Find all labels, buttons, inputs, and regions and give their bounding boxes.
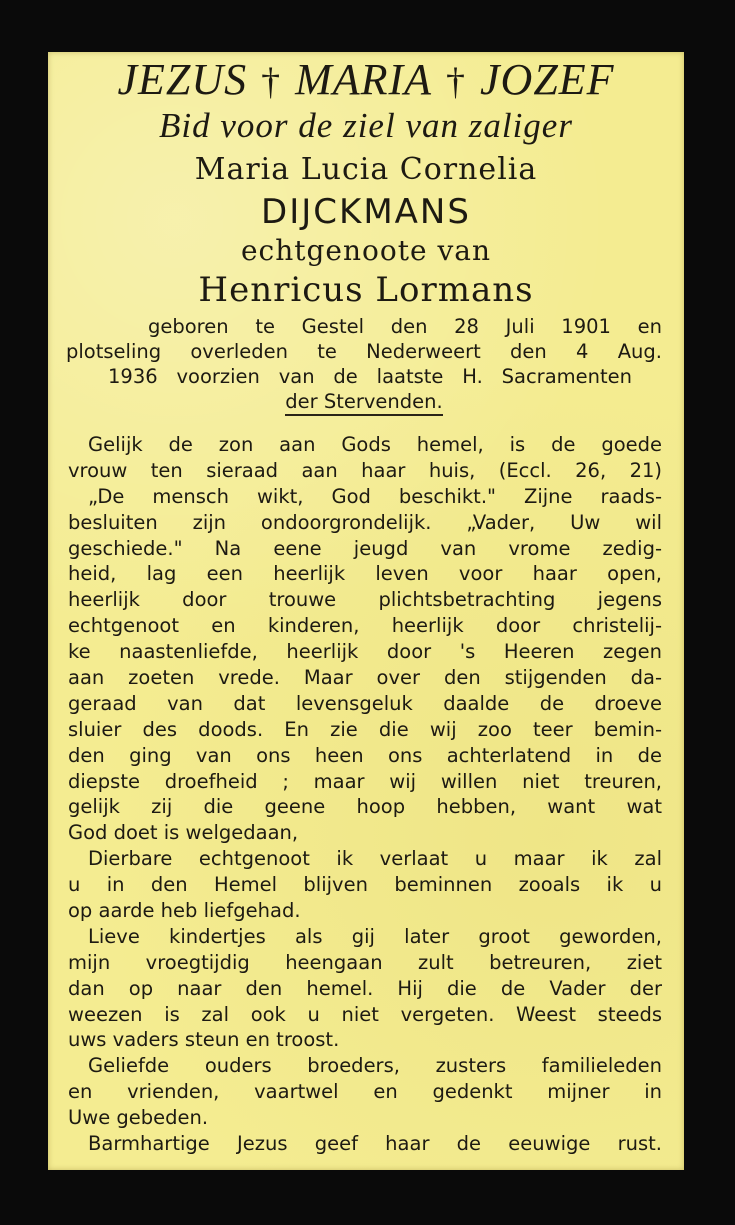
eulogy-line: en vrienden, vaartwel en gedenkt mijner in bbox=[68, 1080, 662, 1104]
invocation-word-3: JOZEF bbox=[480, 55, 615, 104]
birth-line: 1936 voorzien van de laatste H. Sacramenten bbox=[108, 365, 632, 388]
cross-icon: † bbox=[261, 61, 282, 103]
eulogy-line: den ging van ons heen ons achterlatend in de bbox=[68, 743, 662, 767]
eulogy-line: Dierbare echtgenoot ik verlaat u maar ik zal bbox=[88, 847, 662, 871]
cross-icon: † bbox=[446, 61, 467, 103]
eulogy-line: Geliefde ouders broeders, zusters familieleden bbox=[88, 1054, 662, 1078]
eulogy-line: gelijk zij die geene hoop hebben, want wat bbox=[68, 795, 662, 819]
deceased-given-names: Maria Lucia Cornelia bbox=[194, 152, 538, 187]
eulogy-line: op aarde heb liefgehad. bbox=[68, 899, 301, 923]
eulogy-line: sluier des doods. En zie die wij zoo teer bemin- bbox=[68, 717, 662, 741]
eulogy-line: Lieve kindertjes als gij later groot geworden, bbox=[88, 924, 662, 948]
eulogy-line: geschiede." Na eene jeugd van vrome zedig- bbox=[68, 536, 662, 560]
birth-line: plotseling overleden te Nederweert den 4 Aug. bbox=[66, 340, 662, 363]
eulogy-line: Barmhartige Jezus geef haar de eeuwige rust. bbox=[88, 1132, 662, 1156]
spouse-name: Henricus Lormans bbox=[198, 270, 534, 310]
memorial-card bbox=[48, 52, 684, 1170]
invocation-word-2: MARIA bbox=[295, 55, 433, 104]
prayer-line: Bid voor de ziel van zaliger bbox=[159, 106, 573, 145]
eulogy-line: heerlijk door trouwe plichtsbetrachting jegens bbox=[68, 588, 662, 612]
eulogy-text bbox=[68, 432, 662, 1157]
sacraments-underlined: der Stervenden. bbox=[285, 390, 442, 416]
birth-death-details bbox=[66, 314, 662, 414]
eulogy-line: uws vaders steun en troost. bbox=[68, 1028, 340, 1052]
eulogy-line: diepste droefheid ; maar wij willen niet treuren, bbox=[68, 769, 662, 793]
deceased-surname: DIJCKMANS bbox=[261, 192, 471, 232]
invocation-heading bbox=[48, 56, 684, 106]
eulogy-line: echtgenoot en kinderen, heerlijk door christelij- bbox=[68, 614, 662, 638]
eulogy-line: ke naastenliefde, heerlijk door 's Heeren zegen bbox=[68, 640, 662, 664]
birth-line: geboren te Gestel den 28 Juli 1901 en bbox=[148, 315, 662, 338]
invocation-word-1: JEZUS bbox=[117, 55, 248, 104]
eulogy-line: God doet is welgedaan, bbox=[68, 821, 299, 845]
eulogy-line: weezen is zal ook u niet vergeten. Weest steeds bbox=[68, 1002, 662, 1026]
eulogy-line: „De mensch wikt, God beschikt." Zijne raads- bbox=[88, 484, 662, 508]
eulogy-line: besluiten zijn ondoorgrondelijk. „Vader, Uw wil bbox=[68, 510, 662, 534]
eulogy-line: u in den Hemel blijven beminnen zooals ik u bbox=[68, 873, 662, 897]
spouse-intro: echtgenoote van bbox=[240, 234, 492, 267]
eulogy-line: Uwe gebeden. bbox=[68, 1106, 209, 1130]
eulogy-line: Gelijk de zon aan Gods hemel, is de goede bbox=[88, 433, 662, 456]
eulogy-line: aan zoeten vrede. Maar over den stijgenden da- bbox=[68, 666, 662, 690]
eulogy-line: heid, lag een heerlijk leven voor haar open, bbox=[68, 562, 662, 586]
eulogy-line: vrouw ten sieraad aan haar huis, (Eccl. 26, 21) bbox=[68, 458, 662, 482]
eulogy-line: mijn vroegtijdig heengaan zult betreuren, ziet bbox=[68, 950, 662, 974]
birth-line bbox=[66, 389, 662, 414]
eulogy-line: dan op naar den hemel. Hij die de Vader der bbox=[68, 976, 662, 1000]
eulogy-line: geraad van dat levensgeluk daalde de droeve bbox=[68, 691, 662, 715]
